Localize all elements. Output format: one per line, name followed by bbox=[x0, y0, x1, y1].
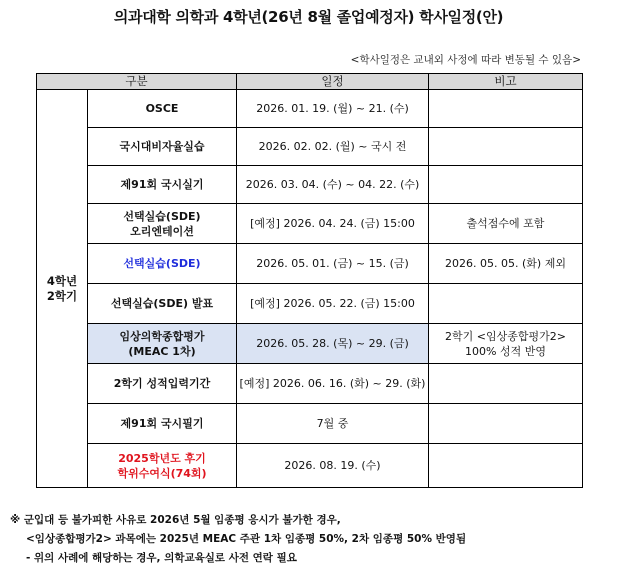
header-remarks: 비고 bbox=[429, 74, 583, 90]
schedule-table bbox=[36, 73, 583, 488]
date-cell: 2026. 05. 01. (금) ~ 15. (금) bbox=[237, 244, 429, 284]
table-row bbox=[37, 444, 583, 488]
remark-cell bbox=[429, 284, 583, 324]
schedule-note: <학사일정은 교내외 사정에 따라 변동될 수 있음> bbox=[350, 54, 581, 66]
table-row bbox=[37, 244, 583, 284]
date-cell: 2026. 08. 19. (수) bbox=[237, 444, 429, 488]
date-cell: [예정] 2026. 04. 24. (금) 15:00 bbox=[237, 204, 429, 244]
remark-cell bbox=[429, 166, 583, 204]
item-label: 임상의학종합평가 bbox=[119, 329, 205, 343]
item-cell bbox=[88, 404, 237, 444]
item-label: 국시대비자율실습 bbox=[119, 140, 205, 153]
item-label: 선택실습(SDE) bbox=[123, 257, 201, 270]
item-cell bbox=[88, 444, 237, 488]
date-cell: 2026. 01. 19. (월) ~ 21. (수) bbox=[237, 90, 429, 128]
remark-cell: 출석점수에 포함 bbox=[429, 204, 583, 244]
footnote bbox=[10, 511, 466, 568]
item-cell bbox=[88, 284, 237, 324]
group-cell bbox=[37, 90, 88, 488]
table-row bbox=[37, 204, 583, 244]
item-label: OSCE bbox=[145, 102, 179, 115]
item-cell bbox=[88, 324, 237, 364]
remark-cell bbox=[429, 364, 583, 404]
footnote-line2: <임상종합평가2> 과목에는 2025년 MEAC 주관 1차 임종평 50%, 2차 임종평 50% 반영됨 bbox=[26, 533, 467, 545]
item-cell bbox=[88, 364, 237, 404]
item-label-line2: (MEAC 1차) bbox=[128, 344, 196, 358]
remark-cell bbox=[429, 90, 583, 128]
group-line1: 4학년 bbox=[46, 273, 78, 288]
table-row bbox=[37, 364, 583, 404]
date-cell: 2026. 03. 04. (수) ~ 04. 22. (수) bbox=[237, 166, 429, 204]
page-title: 의과대학 의학과 4학년(26년 8월 졸업예정자) 학사일정(안) bbox=[113, 8, 504, 26]
item-cell bbox=[88, 244, 237, 284]
table-row bbox=[37, 284, 583, 324]
date-cell: 2026. 02. 02. (월) ~ 국시 전 bbox=[237, 128, 429, 166]
date-cell: 2026. 05. 28. (목) ~ 29. (금) bbox=[237, 324, 429, 364]
table-header-row bbox=[37, 74, 583, 90]
item-cell bbox=[88, 204, 237, 244]
footnote-line1: ※ 군입대 등 불가피한 사유로 2026년 5월 임종평 응시가 불가한 경우, bbox=[10, 514, 341, 526]
date-cell: [예정] 2026. 05. 22. (금) 15:00 bbox=[237, 284, 429, 324]
header-schedule: 일정 bbox=[237, 74, 429, 90]
date-cell: [예정] 2026. 06. 16. (화) ~ 29. (화) bbox=[237, 364, 429, 404]
table-row bbox=[37, 90, 583, 128]
item-label: 제91회 국시실기 bbox=[120, 178, 204, 191]
item-cell bbox=[88, 166, 237, 204]
table-row bbox=[37, 128, 583, 166]
remark-cell bbox=[429, 128, 583, 166]
item-label-line2: 학위수여식(74회) bbox=[117, 466, 207, 480]
footnote-line3: - 위의 사례에 해당하는 경우, 의학교육실로 사전 연락 필요 bbox=[26, 552, 297, 564]
header-category: 구분 bbox=[37, 74, 237, 90]
item-label-line2: 오리엔테이션 bbox=[130, 224, 194, 238]
table-row bbox=[37, 166, 583, 204]
item-cell bbox=[88, 90, 237, 128]
remark-line2: 100% 성적 반영 bbox=[465, 344, 546, 358]
date-cell: 7월 중 bbox=[237, 404, 429, 444]
remark-cell bbox=[429, 444, 583, 488]
remark-line1: 2학기 <임상종합평가2> bbox=[445, 329, 566, 343]
table-row bbox=[37, 404, 583, 444]
item-label: 제91회 국시필기 bbox=[120, 417, 204, 430]
table-row bbox=[37, 324, 583, 364]
item-cell bbox=[88, 128, 237, 166]
item-label: 2025학년도 후기 bbox=[118, 451, 206, 465]
group-line2: 2학기 bbox=[46, 288, 78, 303]
item-label: 2학기 성적입력기간 bbox=[113, 377, 211, 390]
remark-cell bbox=[429, 324, 583, 364]
remark-cell bbox=[429, 404, 583, 444]
item-label: 선택실습(SDE) 발표 bbox=[110, 297, 214, 310]
remark-cell: 2026. 05. 05. (화) 제외 bbox=[429, 244, 583, 284]
item-label: 선택실습(SDE) bbox=[123, 209, 201, 223]
